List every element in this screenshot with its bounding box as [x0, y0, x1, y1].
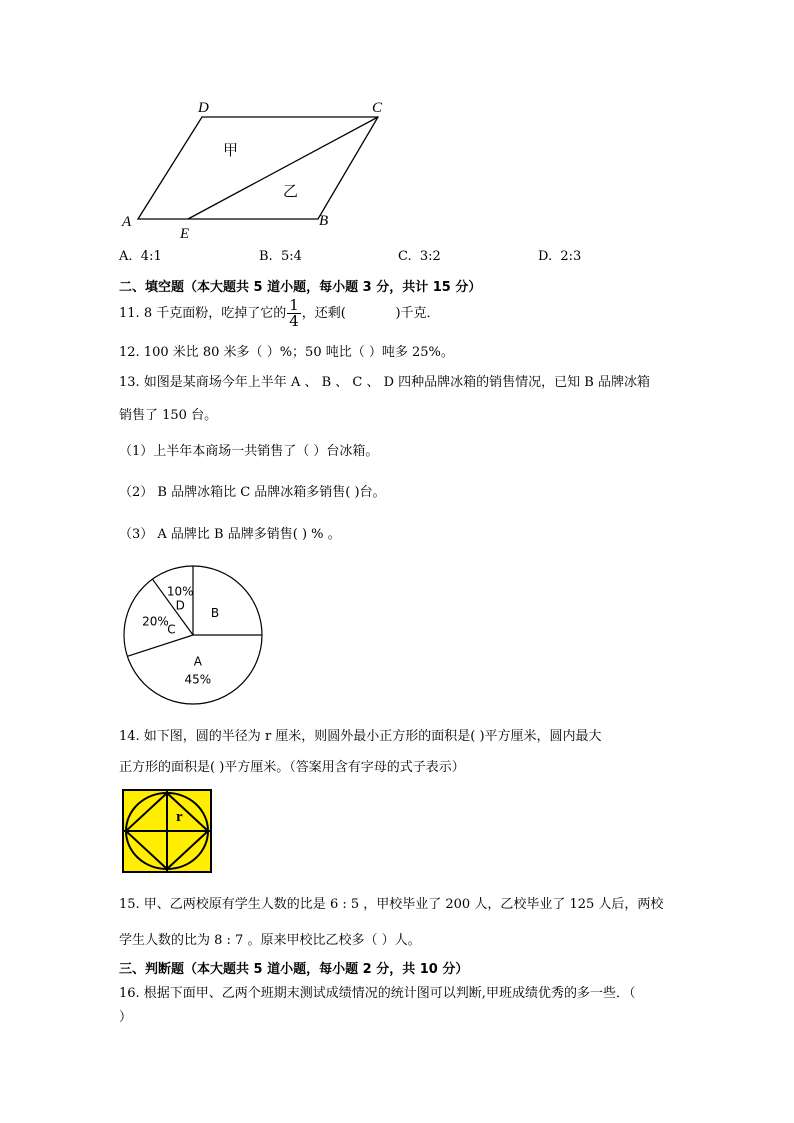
question-13-line1: 13. 如图是某商场今年上半年 A 、 B 、 C 、 D 四种品牌冰箱的销售情况，已知 B 品牌冰箱 [119, 375, 650, 390]
diagonal-ec [188, 117, 378, 219]
question-14-line2: 正方形的面积是( )平方厘米。（答案用含有字母的式子表示） [119, 760, 465, 775]
question-14-line1: 14. 如下图，圆的半径为 r 厘米，则圆外最小正方形的面积是( )平方厘米，圆内最大 [119, 729, 602, 744]
question-15-line2: 学生人数的比为 8 : 7 。原来甲校比乙校多（ ）人。 [119, 933, 421, 948]
pie-percent-d: 10% [166, 584, 194, 599]
label-jia: 甲 [223, 141, 239, 159]
option-d: D. 2:3 [538, 249, 582, 264]
label-a: A [122, 214, 132, 230]
pie-percent-a: 45% [184, 672, 212, 687]
parallelogram-outline [138, 117, 378, 219]
pie-slice-b [211, 606, 219, 620]
question-16-line2: ） [119, 1010, 133, 1025]
pie-chart [118, 562, 268, 712]
pie-label-d: D [175, 598, 185, 613]
question-13-sub2: （2） B 品牌冰箱比 C 品牌冰箱多销售( )台。 [119, 485, 386, 500]
label-b: B [319, 213, 329, 229]
pie-label-c: C [167, 622, 176, 637]
label-yi: 乙 [283, 182, 299, 200]
fraction-one-quarter: $\frac{1}{4}$ [289, 296, 299, 330]
question-15-line1: 15. 甲、乙两校原有学生人数的比是 6 : 5 ，甲校毕业了 200 人，乙校毕业了 125 人后，两校 [119, 897, 664, 912]
question-13-sub1: （1）上半年本商场一共销售了（ ）台冰箱。 [119, 444, 379, 459]
pie-label-b: B [210, 606, 220, 621]
question-12: 12. 100 米比 80 米多（ ）%；50 吨比（ ）吨多 25%。 [119, 345, 454, 360]
label-c: C [372, 100, 383, 116]
square-circle-figure [121, 788, 213, 874]
question-16-line1: 16. 根据下面甲、乙两个班期末测试成绩情况的统计图可以判断,甲班成绩优秀的多一些．（ [119, 986, 636, 1001]
question-13-sub3: （3） A 品牌比 B 品牌多销售( ) % 。 [119, 527, 341, 542]
label-e: E [180, 226, 190, 242]
option-a: A. 4:1 [119, 249, 162, 264]
parallelogram-figure [110, 95, 410, 245]
option-c: C. 3:2 [398, 249, 441, 264]
question-13-line2: 销售了 150 台。 [119, 408, 218, 423]
option-b: B. 5:4 [259, 249, 302, 264]
section3-heading: 三、判断题（本大题共 5 道小题，每小题 2 分，共 10 分） [119, 962, 469, 977]
question-11: 11. 8 千克面粉，吃掉了它的 $\frac{1}{4}$ ，还剩( )千克． [119, 296, 440, 330]
section2-heading: 二、填空题（本大题共 5 道小题，每小题 3 分，共计 15 分） [119, 280, 482, 295]
pie-percent-c: 20% [142, 614, 169, 629]
pie-label-a: A [193, 654, 202, 669]
label-d: D [198, 100, 209, 116]
radius-label: r [176, 809, 183, 825]
